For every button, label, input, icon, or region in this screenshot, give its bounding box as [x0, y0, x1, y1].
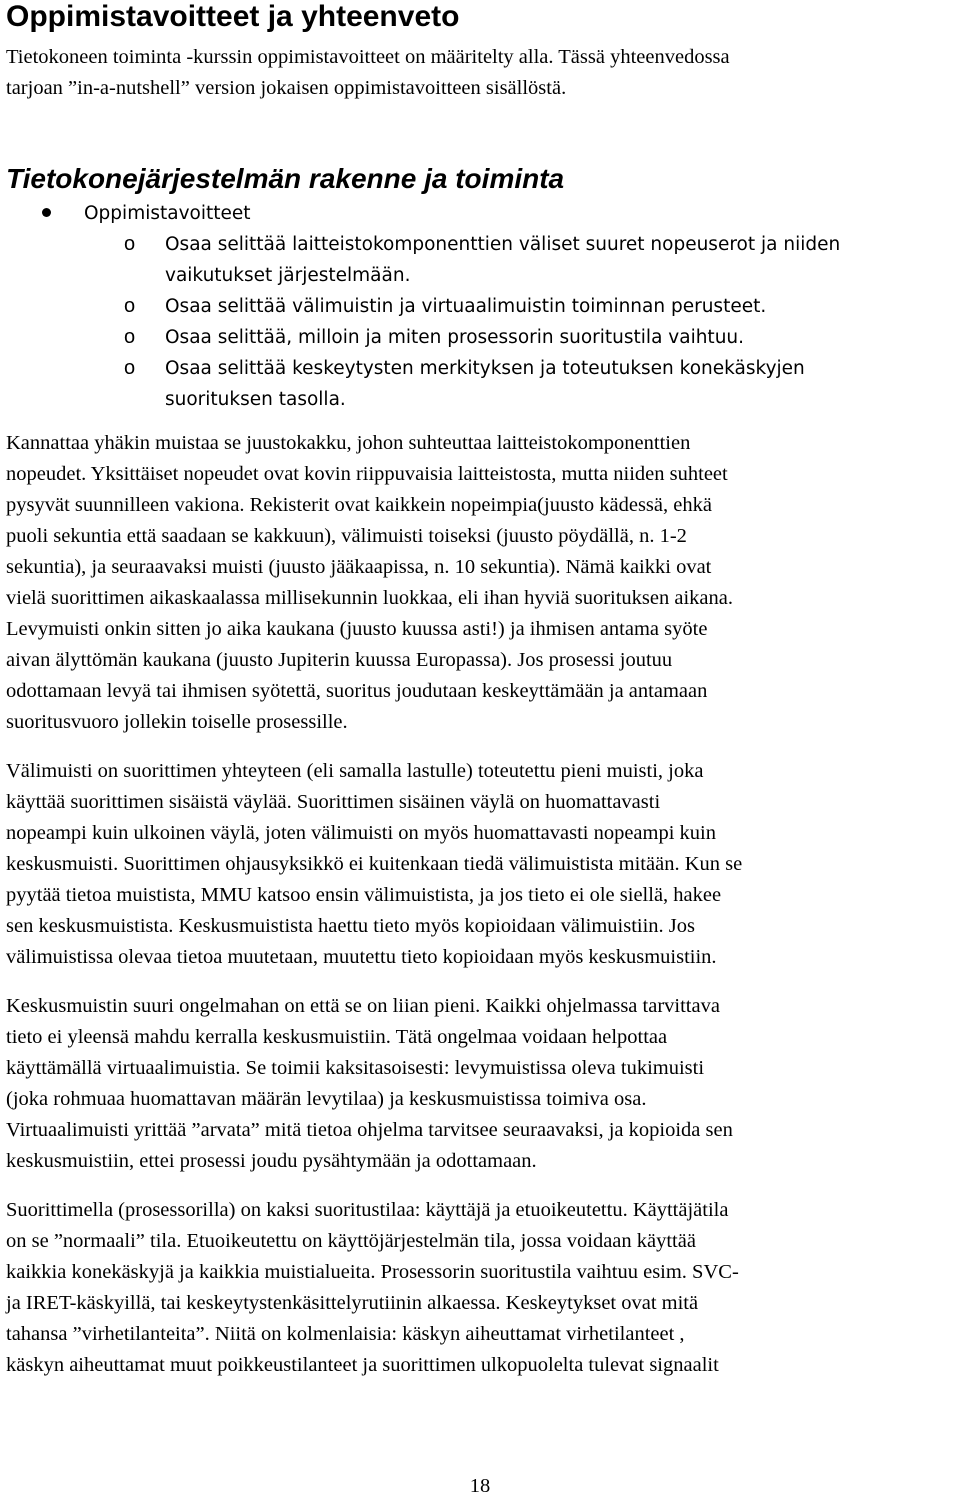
objective-item [6, 291, 925, 322]
bullet-item-objectives [6, 198, 954, 229]
paragraph-line: Keskusmuistin suuri ongelmahan on että se on liian pieni. Kaikki ohjelmassa tarvittava [6, 995, 720, 1017]
objective-line: Osaa selittää, milloin ja miten prosessorin suoritustila vaihtuu. [165, 327, 745, 348]
paragraph-line: nopeampi kuin ulkoinen väylä, joten välimuisti on myös huomattavasti nopeampi kuin [6, 822, 716, 844]
paragraph-virtual-memory [6, 991, 954, 1177]
circle-bullet-icon: o [124, 357, 136, 379]
paragraph-line: välimuistissa olevaa tietoa muutetaan, muutettu tieto kopioidaan myös keskusmuistiin. [6, 946, 717, 968]
paragraph-cheesecake [6, 428, 954, 738]
paragraph-line: pysyvät suunnilleen vakiona. Rekisterit ovat kaikkein nopeimpia(juusto kädessä, ehkä [6, 494, 712, 516]
circle-bullet-icon: o [124, 233, 136, 255]
bullet-label: Oppimistavoitteet [84, 203, 251, 224]
document-page [6, 0, 954, 1381]
objective-line: suorituksen tasolla. [165, 389, 346, 410]
circle-bullet-icon: o [124, 326, 136, 348]
paragraph-line: keskusmuistiin, ettei prosessi joudu pysähtymään ja odottamaan. [6, 1150, 537, 1172]
bullet-icon [42, 208, 51, 217]
intro-line: Tietokoneen toiminta -kurssin oppimistavoitteet on määritelty alla. Tässä yhteenvedossa [6, 46, 730, 68]
paragraph-line: pyytää tietoa muistista, MMU katsoo ensin välimuistista, ja jos tieto ei ole siellä, hakee [6, 884, 722, 906]
objective-item [6, 322, 925, 353]
paragraph-line: sen keskusmuistista. Keskusmuistista haettu tieto myös kopioidaan välimuistiin. Jos [6, 915, 695, 937]
paragraph-line: Suorittimella (prosessorilla) on kaksi suoritustilaa: käyttäjä ja etuoikeutettu. Käyttäjätila [6, 1199, 729, 1221]
paragraph-line: tieto ei yleensä mahdu kerralla keskusmuistiin. Tätä ongelmaa voidaan helpottaa [6, 1026, 668, 1048]
page-number: 18 [469, 1475, 491, 1497]
circle-bullet-icon: o [124, 295, 136, 317]
intro-line: tarjoan ”in-a-nutshell” version jokaisen oppimistavoitteen sisällöstä. [6, 77, 567, 99]
objective-item [6, 353, 925, 415]
paragraph-line: vielä suorittimen aikaskaalassa millisekunnin luokkaa, eli ihan hyviä suorituksen aikana. [6, 587, 733, 609]
objective-line: Osaa selittää keskeytysten merkityksen ja toteutuksen konekäskyjen [165, 358, 805, 379]
paragraph-line: odottamaan levyä tai ihmisen syötettä, suoritus joudutaan keskeyttämään ja antamaan [6, 680, 708, 702]
page-title: Oppimistavoitteet ja yhteenveto [6, 0, 460, 33]
paragraph-line: (joka rohmuaa huomattavan määrän levytilaa) ja keskusmuistissa toimiva osa. [6, 1088, 647, 1110]
objective-line: vaikutukset järjestelmään. [165, 265, 411, 286]
paragraph-line: nopeudet. Yksittäiset nopeudet ovat kovin riippuvaisia laitteistosta, mutta niiden suhteet [6, 463, 728, 485]
paragraph-line: käyttämällä virtuaalimuistia. Se toimii kaksitasoisesti: levymuistissa oleva tukimuisti [6, 1057, 705, 1079]
paragraph-line: puoli sekuntia että saadaan se kakkuun), välimuisti toiseksi (juusto pöydällä, n. 1-2 [6, 525, 687, 547]
paragraph-line: Kannattaa yhäkin muistaa se juustokakku, johon suhteuttaa laitteistokomponenttien [6, 432, 691, 454]
paragraph-processor-modes [6, 1195, 954, 1381]
intro-paragraph [6, 42, 954, 104]
paragraph-line: Virtuaalimuisti yrittää ”arvata” mitä tietoa ohjelma tarvitsee seuraavaksi, ja kopioida sen [6, 1119, 733, 1141]
paragraph-line: suoritusvuoro jollekin toiselle prosessille. [6, 711, 348, 733]
paragraph-line: ja IRET-käskyillä, tai keskeytystenkäsittelyrutiinin alkaessa. Keskeytykset ovat mitä [6, 1292, 699, 1314]
section-heading: Tietokonejärjestelmän rakenne ja toiminta [6, 163, 565, 194]
paragraph-line: aivan älyttömän kaukana (juusto Jupiterin kuussa Europassa). Jos prosessi joutuu [6, 649, 673, 671]
objective-line: Osaa selittää välimuistin ja virtuaalimuistin toiminnan perusteet. [165, 296, 767, 317]
paragraph-line: Levymuisti onkin sitten jo aika kaukana (juusto kuussa asti!) ja ihmisen antama syöte [6, 618, 708, 640]
paragraph-cache [6, 756, 954, 973]
objective-line: Osaa selittää laitteistokomponenttien väliset suuret nopeuserot ja niiden [165, 234, 841, 255]
objective-item [6, 229, 925, 291]
paragraph-line: keskusmuisti. Suorittimen ohjausyksikkö ei kuitenkaan tiedä välimuistista mitään. Kun se [6, 853, 743, 875]
paragraph-line: käskyn aiheuttamat muut poikkeustilanteet ja suorittimen ulkopuolelta tulevat signaalit [6, 1354, 719, 1376]
paragraph-line: kaikkia konekäskyjä ja kaikkia muistialueita. Prosessorin suoritustila vaihtuu esim. SVC- [6, 1261, 739, 1283]
paragraph-line: käyttää suorittimen sisäistä väylää. Suorittimen sisäinen väylä on huomattavasti [6, 791, 661, 813]
paragraph-line: sekuntia), ja seuraavaksi muisti (juusto jääkaapissa, n. 10 sekuntia). Nämä kaikki ovat [6, 556, 712, 578]
paragraph-line: Välimuisti on suorittimen yhteyteen (eli samalla lastulle) toteutettu pieni muisti, joka [6, 760, 704, 782]
paragraph-line: on se ”normaali” tila. Etuoikeutettu on käyttöjärjestelmän tila, jossa voidaan käyttää [6, 1230, 696, 1252]
paragraph-line: tahansa ”virhetilanteita”. Niitä on kolmenlaisia: käskyn aiheuttamat virhetilanteet , [6, 1323, 685, 1345]
